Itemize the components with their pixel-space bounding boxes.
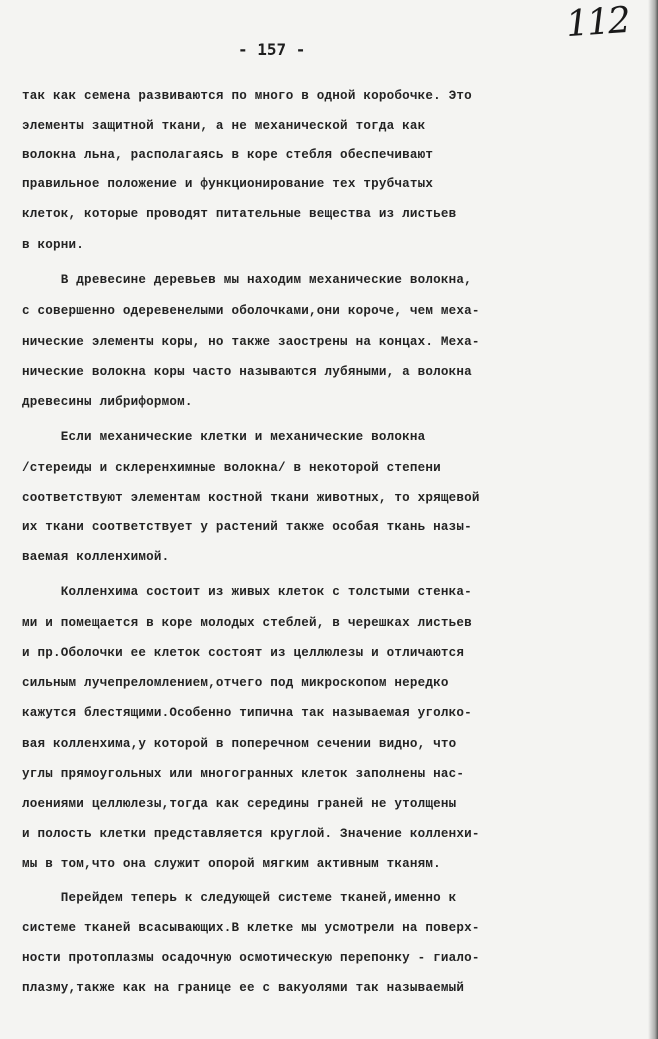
text-line: волокна льна, располагаясь в коре стебля обеспечивают (22, 148, 434, 162)
text-line: лоениями целлюлезы,тогда как середины граней не утолщены (22, 797, 457, 811)
text-line: нические элементы коры, но также заострены на концах. Меха- (22, 335, 480, 349)
text-line: Если механические клетки и механические волокна (22, 430, 426, 444)
text-line: их ткани соответствует у растений также особая ткань назы- (22, 520, 472, 534)
text-line: древесины либриформом. (22, 395, 193, 409)
text-line: /стереиды и склеренхимные волокна/ в некоторой степени (22, 461, 441, 475)
text-line: с совершенно одеревенелыми оболочками,они короче, чем меха- (22, 304, 480, 318)
text-line: кажутся блестящими.Особенно типична так называемая уголко- (22, 706, 472, 720)
text-line: так как семена развиваются по много в одной коробочке. Это (22, 89, 472, 103)
text-line: правильное положение и функционирование тех трубчатых (22, 177, 434, 191)
text-line: ности протоплазмы осадочную осмотическую перепонку - гиало- (22, 951, 480, 965)
text-line: соответствуют элементам костной ткани животных, то хрящевой (22, 491, 480, 505)
text-line: Колленхима состоит из живых клеток с толстыми стенка- (22, 585, 472, 599)
text-line: Перейдем теперь к следующей системе тканей,именно к (22, 891, 457, 905)
text-line: вая колленхима,у которой в поперечном сечении видно, что (22, 737, 457, 751)
text-line: В древесине деревьев мы находим механические волокна, (22, 273, 472, 287)
text-line: клеток, которые проводят питательные вещества из листьев (22, 207, 457, 221)
text-line: ваемая колленхимой. (22, 550, 170, 564)
scan-edge-shadow (648, 0, 658, 1039)
text-line: и полость клетки представляется круглой. Значение колленхи- (22, 827, 480, 841)
text-line: плазму,также как на границе ее с вакуолями так называемый (22, 981, 465, 995)
text-line: мы в том,что она служит опорой мягким активным тканям. (22, 857, 441, 871)
page-number: - 157 - (238, 40, 306, 59)
text-line: сильным лучепреломлением,отчего под микроскопом нередко (22, 676, 449, 690)
folio-mark: 112 (564, 0, 631, 46)
text-line: ми и помещается в коре молодых стеблей, в черешках листьев (22, 616, 472, 630)
text-line: в корни. (22, 238, 85, 252)
text-line: нические волокна коры часто называются лубяными, а волокна (22, 365, 472, 379)
text-line: углы прямоугольных или многогранных клеток заполнены нас- (22, 767, 465, 781)
text-line: элементы защитной ткани, а не механической тогда как (22, 119, 426, 133)
text-line: и пр.Оболочки ее клеток состоят из целлюлезы и отличаются (22, 646, 465, 660)
text-line: системе тканей всасывающих.В клетке мы усмотрели на поверх- (22, 921, 480, 935)
